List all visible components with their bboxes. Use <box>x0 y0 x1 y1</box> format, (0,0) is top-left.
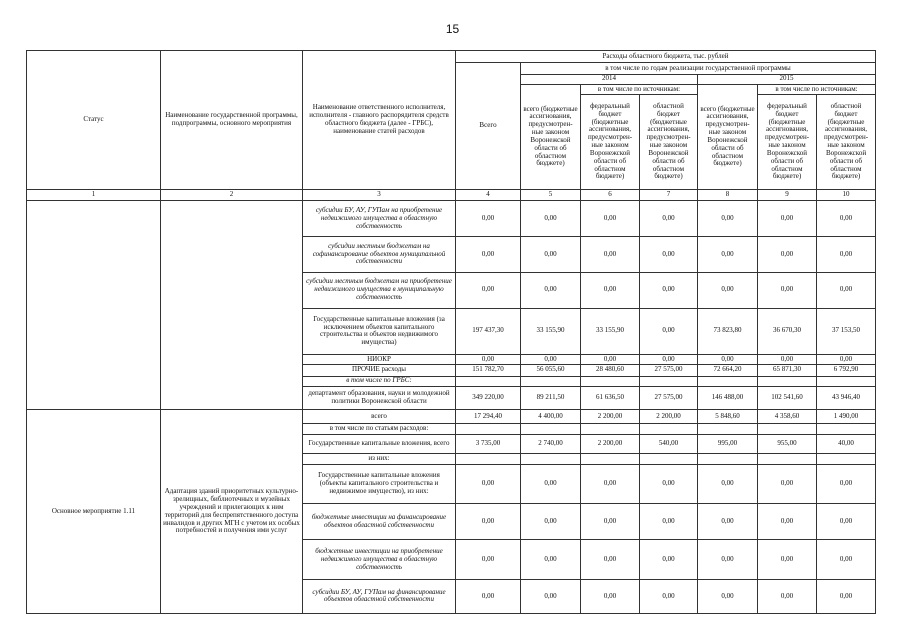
status-cell-empty <box>27 201 161 410</box>
value-cell: 2 200,00 <box>581 410 640 424</box>
header-by-years: в том числе по годам реализации государственной программы <box>521 63 876 74</box>
value-cell <box>817 423 876 434</box>
column-number: 5 <box>521 190 581 201</box>
value-cell: 0,00 <box>521 504 581 540</box>
value-cell: 36 670,30 <box>758 308 817 354</box>
value-cell: 0,00 <box>456 355 521 365</box>
value-cell: 0,00 <box>698 464 758 504</box>
value-cell: 0,00 <box>817 272 876 308</box>
value-cell: 0,00 <box>581 355 640 365</box>
row-label: субсидии местным бюджетам на приобретение недвижимого имущества в муниципальную собственность <box>303 272 456 308</box>
row-label: департамент образования, науки и молодежной политики Воронежской области <box>303 386 456 410</box>
row-label: из них: <box>303 454 456 464</box>
row-label: всего <box>303 410 456 424</box>
value-cell: 0,00 <box>698 201 758 237</box>
value-cell: 0,00 <box>758 540 817 580</box>
value-cell: 0,00 <box>640 579 698 613</box>
header-status: Статус <box>27 51 161 190</box>
value-cell: 0,00 <box>698 579 758 613</box>
value-cell: 61 636,50 <box>581 386 640 410</box>
value-cell <box>758 376 817 386</box>
value-cell: 0,00 <box>758 201 817 237</box>
value-cell: 0,00 <box>640 355 698 365</box>
value-cell: 0,00 <box>456 504 521 540</box>
column-number: 7 <box>640 190 698 201</box>
header-col-regional-2014: областной бюджет (бюджетные ассигнования, предусмотрен-ные законом Воронежской области об областном бюджете) <box>640 95 698 190</box>
header-col-federal-2015: федеральный бюджет (бюджетные ассигнования, предусмотрен-ные законом Воронежской области об областном бюджете) <box>758 95 817 190</box>
value-cell: 0,00 <box>698 237 758 272</box>
value-cell: 0,00 <box>581 504 640 540</box>
value-cell: 995,00 <box>698 435 758 454</box>
column-number: 2 <box>161 190 303 201</box>
value-cell: 5 848,60 <box>698 410 758 424</box>
header-by-sources-2015: в том числе по источникам: <box>758 84 876 94</box>
row-label: в том числе по статьям расходов: <box>303 423 456 434</box>
header-by-sources-2014: в том числе по источникам: <box>581 84 698 94</box>
value-cell: 0,00 <box>758 504 817 540</box>
value-cell: 0,00 <box>521 355 581 365</box>
value-cell: 0,00 <box>817 504 876 540</box>
value-cell: 955,00 <box>758 435 817 454</box>
value-cell: 2 200,00 <box>640 410 698 424</box>
value-cell <box>698 423 758 434</box>
value-cell: 0,00 <box>581 201 640 237</box>
measure-status: Основное мероприятие 1.11 <box>27 410 161 614</box>
value-cell: 0,00 <box>581 579 640 613</box>
value-cell: 0,00 <box>698 540 758 580</box>
page-number: 15 <box>445 22 460 36</box>
value-cell: 0,00 <box>581 464 640 504</box>
value-cell: 0,00 <box>817 540 876 580</box>
value-cell: 3 735,00 <box>456 435 521 454</box>
column-number: 1 <box>27 190 161 201</box>
value-cell <box>817 376 876 386</box>
value-cell: 33 155,90 <box>521 308 581 354</box>
value-cell: 1 490,00 <box>817 410 876 424</box>
value-cell: 17 294,40 <box>456 410 521 424</box>
value-cell <box>758 454 817 464</box>
value-cell: 197 437,30 <box>456 308 521 354</box>
value-cell: 0,00 <box>640 504 698 540</box>
value-cell: 0,00 <box>817 355 876 365</box>
value-cell: 33 155,90 <box>581 308 640 354</box>
table-row <box>27 410 876 424</box>
value-cell <box>581 454 640 464</box>
column-number: 9 <box>758 190 817 201</box>
header-col-regional-2015: областной бюджет (бюджетные ассигнования, предусмотрен-ные законом Воронежской области об областном бюджете) <box>817 95 876 190</box>
value-cell: 0,00 <box>758 579 817 613</box>
row-label: Государственные капитальные вложения, всего <box>303 435 456 454</box>
row-label: субсидии местным бюджетам на софинансирование объектов муниципальной собственности <box>303 237 456 272</box>
value-cell: 0,00 <box>456 540 521 580</box>
value-cell <box>456 423 521 434</box>
value-cell: 0,00 <box>456 272 521 308</box>
column-number-row <box>27 190 876 201</box>
value-cell: 0,00 <box>817 579 876 613</box>
value-cell: 0,00 <box>521 579 581 613</box>
header-year-2015: 2015 <box>698 74 876 84</box>
column-number: 8 <box>698 190 758 201</box>
value-cell: 0,00 <box>581 540 640 580</box>
value-cell: 0,00 <box>640 272 698 308</box>
value-cell: 0,00 <box>758 237 817 272</box>
row-label: субсидии БУ, АУ, ГУПам на финансирование объектов областной собственности <box>303 579 456 613</box>
header-expenses-title: Расходы областного бюджета, тыс. рублей <box>456 51 876 63</box>
header-program-name: Наименование государственной программы, подпрограммы, основного мероприятия <box>161 51 303 190</box>
value-cell: 0,00 <box>521 464 581 504</box>
column-number: 4 <box>456 190 521 201</box>
measure-name: Адаптация зданий приоритетных культурно-зрелищных, библиотечных и музейных учреждений и прилегающих к ним территорий для беспрепятственного доступа инвалидов и других МГН с учетом их особых потребностей и получения ими услуг <box>161 410 303 614</box>
row-label: субсидии БУ, АУ, ГУПам на приобретение недвижимого имущества в областную собственность <box>303 201 456 237</box>
column-number: 3 <box>303 190 456 201</box>
value-cell: 72 664,20 <box>698 365 758 376</box>
value-cell: 0,00 <box>521 201 581 237</box>
value-cell <box>758 423 817 434</box>
header-year-2014: 2014 <box>521 74 698 84</box>
value-cell <box>456 376 521 386</box>
value-cell <box>640 454 698 464</box>
value-cell: 0,00 <box>581 237 640 272</box>
column-number: 10 <box>817 190 876 201</box>
value-cell <box>640 376 698 386</box>
value-cell: 4 358,60 <box>758 410 817 424</box>
value-cell: 0,00 <box>698 355 758 365</box>
value-cell: 56 055,60 <box>521 365 581 376</box>
value-cell: 2 740,00 <box>521 435 581 454</box>
value-cell: 146 488,00 <box>698 386 758 410</box>
value-cell: 0,00 <box>456 237 521 272</box>
value-cell: 102 541,60 <box>758 386 817 410</box>
value-cell: 0,00 <box>521 237 581 272</box>
value-cell: 27 575,00 <box>640 386 698 410</box>
value-cell <box>456 454 521 464</box>
value-cell: 0,00 <box>698 504 758 540</box>
program-cell-empty <box>161 201 303 410</box>
row-label: бюджетные инвестиции на финансирование объектов областной собственности <box>303 504 456 540</box>
value-cell: 0,00 <box>758 272 817 308</box>
value-cell: 0,00 <box>698 272 758 308</box>
value-cell: 0,00 <box>817 464 876 504</box>
row-label: Государственные капитальные вложения (объекты капитального строительства и недвижимое имущество), из них: <box>303 464 456 504</box>
value-cell <box>698 376 758 386</box>
value-cell: 28 480,60 <box>581 365 640 376</box>
row-label: ПРОЧИЕ расходы <box>303 365 456 376</box>
value-cell: 0,00 <box>456 464 521 504</box>
header-total: Всего <box>456 63 521 190</box>
value-cell: 6 792,90 <box>817 365 876 376</box>
value-cell <box>817 454 876 464</box>
value-cell: 73 823,80 <box>698 308 758 354</box>
value-cell: 0,00 <box>581 272 640 308</box>
value-cell: 0,00 <box>640 540 698 580</box>
value-cell: 349 220,00 <box>456 386 521 410</box>
value-cell: 0,00 <box>456 579 521 613</box>
row-label: Государственные капитальные вложения (за исключением объектов капитального строительства и объектов недвижимого имущества) <box>303 308 456 354</box>
header-col-federal-2014: федеральный бюджет (бюджетные ассигнования, предусмотрен-ные законом Воронежской области об областном бюджете) <box>581 95 640 190</box>
value-cell: 40,00 <box>817 435 876 454</box>
value-cell: 4 400,00 <box>521 410 581 424</box>
value-cell: 89 211,50 <box>521 386 581 410</box>
value-cell: 0,00 <box>758 355 817 365</box>
value-cell: 43 946,40 <box>817 386 876 410</box>
value-cell <box>521 423 581 434</box>
value-cell <box>521 454 581 464</box>
value-cell: 27 575,00 <box>640 365 698 376</box>
value-cell: 0,00 <box>817 237 876 272</box>
value-cell: 0,00 <box>521 540 581 580</box>
column-number: 6 <box>581 190 640 201</box>
value-cell <box>640 423 698 434</box>
row-label: бюджетные инвестиции на приобретение недвижимого имущества в областную собственность <box>303 540 456 580</box>
header-col-all-2015: всего (бюджетные ассигнования, предусмотрен-ные законом Воронежской области об областном бюджете) <box>698 84 758 189</box>
value-cell <box>698 454 758 464</box>
value-cell: 0,00 <box>640 201 698 237</box>
header-col-all-2014: всего (бюджетные ассигнования, предусмотрен-ные законом Воронежской области об областном бюджете) <box>521 84 581 189</box>
value-cell: 65 871,30 <box>758 365 817 376</box>
value-cell: 0,00 <box>640 464 698 504</box>
value-cell: 0,00 <box>456 201 521 237</box>
value-cell: 0,00 <box>817 201 876 237</box>
budget-table <box>26 50 876 614</box>
value-cell <box>581 423 640 434</box>
value-cell <box>581 376 640 386</box>
value-cell: 2 200,00 <box>581 435 640 454</box>
value-cell: 0,00 <box>758 464 817 504</box>
value-cell: 0,00 <box>640 237 698 272</box>
row-label: в том числе по ГРБС: <box>303 376 456 386</box>
value-cell: 0,00 <box>640 308 698 354</box>
table-row <box>27 201 876 237</box>
value-cell: 540,00 <box>640 435 698 454</box>
value-cell <box>521 376 581 386</box>
value-cell: 0,00 <box>521 272 581 308</box>
header-executor-name: Наименование ответственного исполнителя, исполнителя - главного распорядителя средств областного бюджета (далее - ГРБС), наименование статей расходов <box>303 51 456 190</box>
value-cell: 151 782,70 <box>456 365 521 376</box>
row-label: НИОКР <box>303 355 456 365</box>
value-cell: 37 153,50 <box>817 308 876 354</box>
